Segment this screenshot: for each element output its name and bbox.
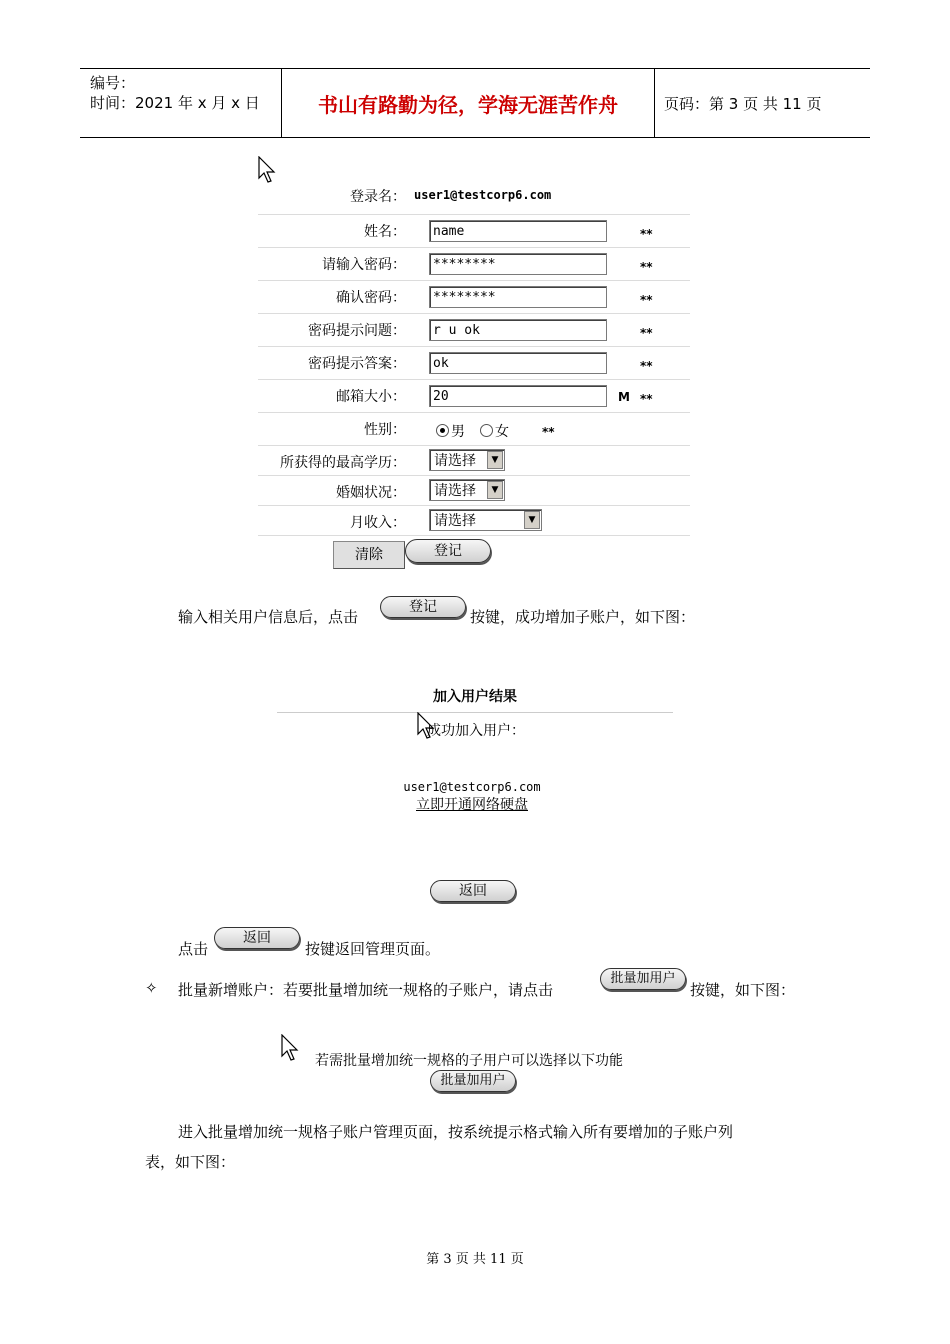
confirm-password-input[interactable]: ******** <box>429 286 607 308</box>
form-row-name <box>258 214 690 247</box>
required-mark: ** <box>640 260 653 274</box>
income-selected: 请选择 <box>434 513 476 529</box>
question-label: 密码提示问题： <box>308 323 406 339</box>
header-motto: 书山有路勤为径，学海无涯苦作舟 <box>318 93 618 117</box>
inline-batch-add-button[interactable]: 批量加用户 <box>600 968 686 990</box>
required-mark: ** <box>640 326 653 340</box>
inline-back-button[interactable]: 返回 <box>214 927 300 949</box>
required-mark: ** <box>640 359 653 373</box>
inline-register-button[interactable]: 登记 <box>380 596 466 618</box>
income-select[interactable] <box>429 509 542 531</box>
mailbox-unit: M <box>618 390 630 404</box>
paragraph-register <box>178 606 358 627</box>
para2-before: 点击 <box>178 940 209 958</box>
question-input[interactable]: r u ok <box>429 319 607 341</box>
form-row-mailbox <box>258 379 690 412</box>
education-label: 所获得的最高学历： <box>280 455 406 471</box>
para2-after: 按键返回管理页面。 <box>305 940 441 958</box>
number-label: 编号： <box>90 74 136 92</box>
name-label: 姓名： <box>364 224 406 240</box>
back-button[interactable]: 返回 <box>430 880 516 902</box>
result-user-email: user1@testcorp6.com <box>403 780 541 794</box>
page-footer: 第 3 页 共 11 页 <box>426 1252 524 1267</box>
education-selected: 请选择 <box>434 453 476 469</box>
required-mark: ** <box>640 227 653 241</box>
form-row-password <box>258 247 690 280</box>
para1-after: 按键，成功增加子账户，如下图： <box>470 608 696 626</box>
name-input[interactable]: name <box>429 220 607 242</box>
para4-line1: 进入批量增加统一规格子账户管理页面，按系统提示格式输入所有要增加的子账户列 <box>178 1123 734 1141</box>
answer-label: 密码提示答案： <box>308 356 406 372</box>
para1-before: 输入相关用户信息后，点击 <box>178 608 359 626</box>
form-row-education <box>258 445 690 475</box>
radio-checked-icon <box>436 424 449 437</box>
required-mark: ** <box>640 293 653 307</box>
mailbox-size-input[interactable]: 20 <box>429 385 607 407</box>
chevron-down-icon: ▼ <box>487 481 503 499</box>
chevron-down-icon: ▼ <box>487 451 503 469</box>
time-label: 时间：2021 年 x 月 x 日 <box>90 94 260 112</box>
form-row-gender <box>258 412 690 445</box>
marital-label: 婚姻状况： <box>336 485 406 501</box>
batch-add-button[interactable]: 批量加用户 <box>430 1070 516 1092</box>
income-label: 月收入： <box>350 515 406 531</box>
para3-after: 按键，如下图： <box>690 981 796 999</box>
password-input[interactable]: ******** <box>429 253 607 275</box>
form-row-marital <box>258 475 690 505</box>
header-page-info: 页码：第 3 页 共 11 页 <box>664 95 822 113</box>
gender-female-label: 女 <box>495 424 509 440</box>
registration-form <box>258 180 690 536</box>
radio-unchecked-icon <box>480 424 493 437</box>
clear-button[interactable]: 清除 <box>333 541 405 569</box>
result-divider <box>277 712 673 713</box>
para4-line2: 表，如下图： <box>145 1153 236 1171</box>
chevron-down-icon: ▼ <box>524 511 540 529</box>
diamond-bullet-icon: ✧ <box>145 979 158 997</box>
form-row-question <box>258 313 690 346</box>
password-label: 请输入密码： <box>322 257 406 273</box>
page-header <box>80 68 870 138</box>
answer-input[interactable]: ok <box>429 352 607 374</box>
batch-hint: 若需批量增加统一规格的子用户可以选择以下功能 <box>315 1053 623 1069</box>
para3-before: 批量新增账户：若要批量增加统一规格的子账户，请点击 <box>178 981 554 999</box>
marital-select[interactable] <box>429 479 505 501</box>
required-mark: ** <box>640 392 653 406</box>
result-title: 加入用户结果 <box>433 689 517 705</box>
open-netdisk-link[interactable]: 立即开通网络硬盘 <box>416 797 528 813</box>
mouse-cursor-icon <box>281 1034 299 1062</box>
form-row-confirm <box>258 280 690 313</box>
mailbox-label: 邮箱大小： <box>336 389 406 405</box>
login-label: 登录名： <box>350 189 406 205</box>
gender-male-radio[interactable] <box>436 421 465 441</box>
login-value: user1@testcorp6.com <box>414 188 552 202</box>
required-mark: ** <box>542 425 555 439</box>
gender-label: 性别： <box>364 422 406 438</box>
header-meta <box>90 73 260 113</box>
register-button[interactable]: 登记 <box>405 539 491 563</box>
form-row-answer <box>258 346 690 379</box>
marital-selected: 请选择 <box>434 483 476 499</box>
header-motto-cell <box>281 69 655 137</box>
education-select[interactable] <box>429 449 505 471</box>
gender-female-radio[interactable] <box>480 421 509 441</box>
gender-male-label: 男 <box>451 424 465 440</box>
result-success-text: 成功加入用户： <box>427 723 525 739</box>
form-row-income <box>258 505 690 535</box>
form-bottom-border <box>258 535 690 536</box>
form-row-login <box>258 180 690 214</box>
confirm-password-label: 确认密码： <box>336 290 406 306</box>
